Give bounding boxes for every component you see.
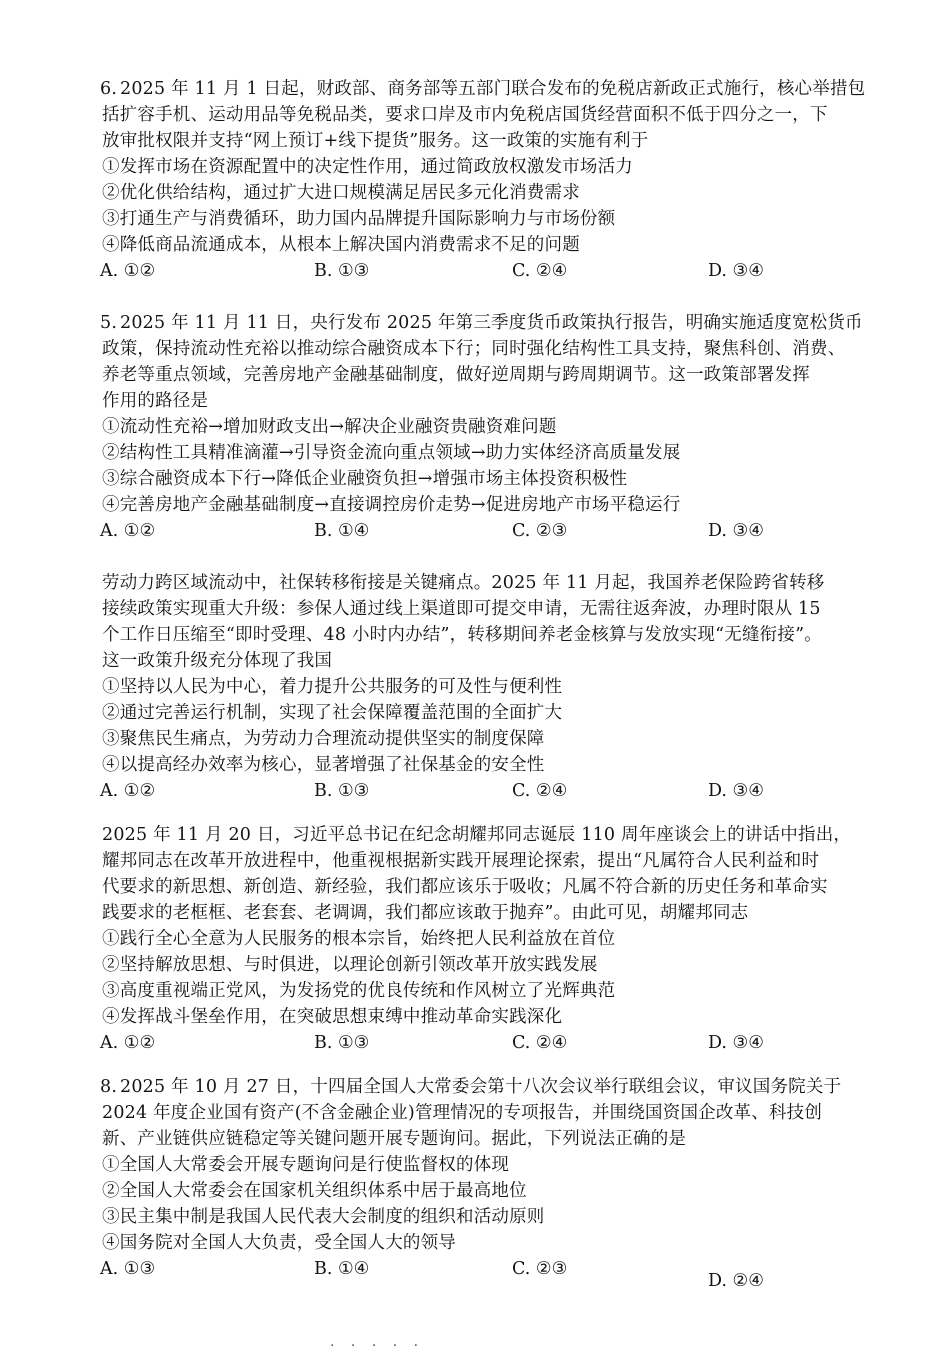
statement-item [0, 414, 950, 440]
statement-text: ①流动性充裕→增加财政支出→解决企业融资贵融资难问题 [102, 417, 557, 437]
statement-text: ③聚焦民生痛点，为劳动力合理流动提供坚实的制度保障 [102, 729, 545, 749]
stem-text: 2025 年 11 月 11 日，央行发布 2025 年第三季度货币政策执行报告，明确实施适度宽松货币 [120, 313, 863, 333]
option-b[interactable]: B. ①③ [314, 781, 370, 801]
stem-text: 括扩容手机、运动用品等免税品类，要求口岸及市内免税店国货经营面积不低于四分之一，下 [102, 105, 828, 125]
question-6-social-security [0, 570, 950, 804]
statement-item [0, 1230, 950, 1256]
stem-text: 政策，保持流动性充裕以推动综合融资成本下行；同时强化结构性工具支持，聚焦科创、消费、 [102, 339, 846, 359]
statement-item [0, 952, 950, 978]
stem-text: 耀邦同志在改革开放进程中，他重视根据新实践开展理论探索，提出“凡属符合人民利益和时 [102, 851, 820, 871]
stem-text: 代要求的新思想、新创造、新经验，我们都应该乐于吸收；凡属不符合新的历史任务和革命实 [102, 877, 828, 897]
statement-item [0, 926, 950, 952]
question-6 [0, 76, 950, 284]
statement-item [0, 1204, 950, 1230]
statement-text: ②优化供给结构，通过扩大进口规模满足居民多元化消费需求 [102, 183, 580, 203]
stem-text: 接续政策实现重大升级：参保人通过线上渠道即可提交申请，无需往返奔波，办理时限从 15 [102, 599, 821, 619]
statement-text: ③民主集中制是我国人民代表大会制度的组织和活动原则 [102, 1207, 545, 1227]
question-stem-line [0, 128, 950, 154]
option-c[interactable]: C. ②③ [512, 1259, 568, 1279]
question-stem-line [0, 900, 950, 926]
answer-options [0, 778, 950, 804]
statement-item [0, 154, 950, 180]
statement-text: ①践行全心全意为人民服务的根本宗旨，始终把人民利益放在首位 [102, 929, 616, 949]
stem-text: 2024 年度企业国有资产(不含金融企业)管理情况的专项报告，并围绕国资国企改革、科技创 [102, 1103, 823, 1123]
stem-text: 新、产业链供应链稳定等关键问题开展专题询问。据此，下列说法正确的是 [102, 1129, 687, 1149]
page-footer-cutoff [330, 1332, 450, 1354]
question-stem-line [0, 622, 950, 648]
option-a[interactable]: A. ①③ [100, 1259, 156, 1279]
option-d[interactable]: D. ②④ [708, 1271, 764, 1291]
stem-text: 作用的路径是 [102, 391, 209, 411]
statement-text: ②结构性工具精准滴灌→引导资金流向重点领域→助力实体经济高质量发展 [102, 443, 681, 463]
statement-text: ④降低商品流通成本，从根本上解决国内消费需求不足的问题 [102, 235, 580, 255]
statement-text: ②坚持解放思想、与时俱进，以理论创新引领改革开放实践发展 [102, 955, 598, 975]
question-8 [0, 1074, 950, 1300]
stem-text: 这一政策升级充分体现了我国 [102, 651, 333, 671]
question-stem-line [0, 362, 950, 388]
statement-item [0, 206, 950, 232]
option-a[interactable]: A. ①② [100, 781, 156, 801]
statement-text: ④完善房地产金融基础制度→直接调控房价走势→促进房地产市场平稳运行 [102, 495, 681, 515]
statement-text: ②全国人大常委会在国家机关组织体系中居于最高地位 [102, 1181, 527, 1201]
statement-item [0, 1178, 950, 1204]
question-5 [0, 310, 950, 544]
stem-text: 养老等重点领域，完善房地产金融基础制度，做好逆周期与跨周期调节。这一政策部署发挥 [102, 365, 810, 385]
footer-text: · · · · · [330, 1338, 425, 1354]
question-7-hu-yaobang [0, 822, 950, 1056]
question-stem-line [0, 336, 950, 362]
statement-text: ①发挥市场在资源配置中的决定性作用，通过简政放权激发市场活力 [102, 157, 633, 177]
option-b[interactable]: B. ①③ [314, 261, 370, 281]
statement-item [0, 466, 950, 492]
stem-text: 个工作日压缩至“即时受理、48 小时内办结”，转移期间养老金核算与发放实现“无缝衔接”。 [102, 625, 822, 645]
statement-item [0, 492, 950, 518]
stem-text: 放审批权限并支持“网上预订+线下提货”服务。这一政策的实施有利于 [102, 131, 649, 151]
option-c[interactable]: C. ②④ [512, 1033, 568, 1053]
answer-options [0, 258, 950, 284]
option-d[interactable]: D. ③④ [708, 1033, 764, 1053]
question-number: 6. [100, 79, 118, 99]
question-stem-line [0, 1126, 950, 1152]
question-stem-line [0, 1074, 950, 1100]
stem-text: 2025 年 10 月 27 日，十四届全国人大常委会第十八次会议举行联组会议，审议国务院关于 [120, 1077, 842, 1097]
option-b[interactable]: B. ①④ [314, 1259, 370, 1279]
stem-text: 2025 年 11 月 20 日，习近平总书记在纪念胡耀邦同志诞辰 110 周年座谈会上的讲话中指出， [102, 825, 852, 845]
statement-text: ③高度重视端正党风，为发扬党的优良传统和作风树立了光辉典范 [102, 981, 616, 1001]
question-stem-line [0, 570, 950, 596]
option-d[interactable]: D. ③④ [708, 261, 764, 281]
question-stem-line [0, 596, 950, 622]
statement-item [0, 978, 950, 1004]
statement-item [0, 180, 950, 206]
question-stem-line [0, 310, 950, 336]
option-b[interactable]: B. ①④ [314, 521, 370, 541]
statement-text: ③综合融资成本下行→降低企业融资负担→增强市场主体投资积极性 [102, 469, 628, 489]
option-a[interactable]: A. ①② [100, 261, 156, 281]
statement-text: ②通过完善运行机制，实现了社会保障覆盖范围的全面扩大 [102, 703, 563, 723]
option-c[interactable]: C. ②③ [512, 521, 568, 541]
stem-text: 2025 年 11 月 1 日起，财政部、商务部等五部门联合发布的免税店新政正式施行，核心举措包 [120, 79, 866, 99]
question-stem-line [0, 388, 950, 414]
answer-options [0, 518, 950, 544]
question-stem-line [0, 874, 950, 900]
statement-item [0, 1152, 950, 1178]
option-a[interactable]: A. ①② [100, 521, 156, 541]
statement-text: ④以提高经办效率为核心，显著增强了社保基金的安全性 [102, 755, 545, 775]
statement-text: ①全国人大常委会开展专题询问是行使监督权的体现 [102, 1155, 510, 1175]
question-stem-line [0, 1100, 950, 1126]
question-stem-line [0, 648, 950, 674]
statement-item [0, 674, 950, 700]
statement-item [0, 232, 950, 258]
stem-text: 劳动力跨区域流动中，社保转移衔接是关键痛点。2025 年 11 月起，我国养老保险跨省转移 [102, 573, 825, 593]
question-stem-line [0, 76, 950, 102]
question-stem-line [0, 102, 950, 128]
statement-text: ④发挥战斗堡垒作用，在突破思想束缚中推动革命实践深化 [102, 1007, 563, 1027]
question-stem-line [0, 822, 950, 848]
stem-text: 践要求的老框框、老套套、老调调，我们都应该敢于抛弃”。由此可见，胡耀邦同志 [102, 903, 749, 923]
option-a[interactable]: A. ①② [100, 1033, 156, 1053]
option-c[interactable]: C. ②④ [512, 261, 568, 281]
question-number: 8. [100, 1077, 118, 1097]
statement-item [0, 700, 950, 726]
option-d[interactable]: D. ③④ [708, 521, 764, 541]
option-c[interactable]: C. ②④ [512, 781, 568, 801]
statement-text: ①坚持以人民为中心，着力提升公共服务的可及性与便利性 [102, 677, 563, 697]
question-stem-line [0, 848, 950, 874]
answer-options [0, 1256, 950, 1300]
statement-item [0, 440, 950, 466]
option-d[interactable]: D. ③④ [708, 781, 764, 801]
statement-item [0, 726, 950, 752]
statement-item [0, 752, 950, 778]
statement-text: ③打通生产与消费循环，助力国内品牌提升国际影响力与市场份额 [102, 209, 616, 229]
answer-options [0, 1030, 950, 1056]
question-number: 5. [100, 313, 118, 333]
statement-item [0, 1004, 950, 1030]
statement-text: ④国务院对全国人大负责，受全国人大的领导 [102, 1233, 456, 1253]
option-b[interactable]: B. ①③ [314, 1033, 370, 1053]
